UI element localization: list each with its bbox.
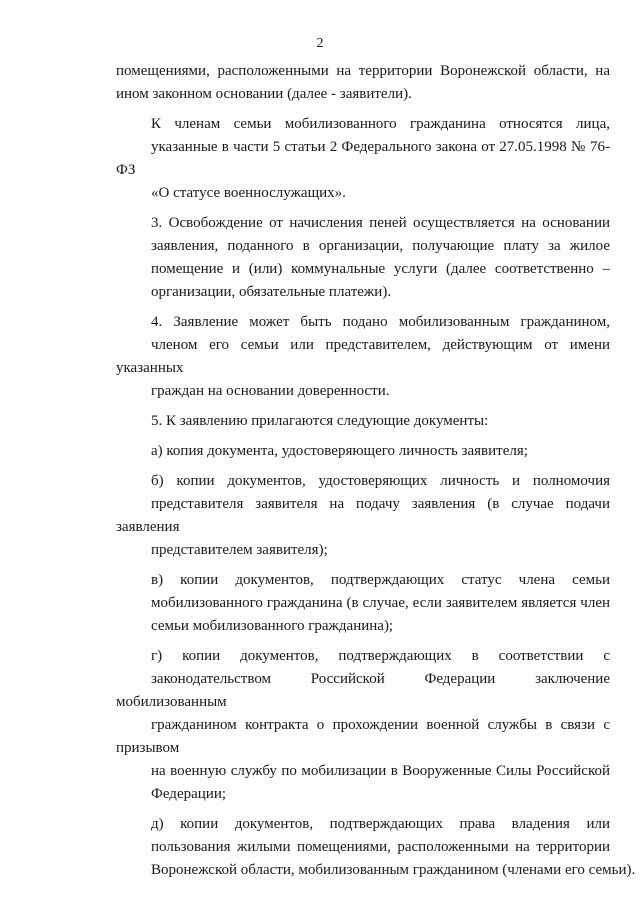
- text-line: заявления, поданного в организации, получающие плату за жилое: [151, 238, 610, 254]
- text-line: д) копии документов, подтверждающих права владения или: [151, 816, 610, 832]
- paragraph: [116, 645, 610, 806]
- text-line: 3. Освобождение от начисления пеней осуществляется на основании: [151, 215, 610, 231]
- text-line: 4. Заявление может быть подано мобилизованным гражданином,: [151, 314, 610, 330]
- page-number: 2: [316, 36, 324, 51]
- paragraph: [116, 410, 610, 433]
- paragraph: [116, 813, 636, 882]
- text-line: помещениями, расположенными на территории Воронежской области, на: [116, 63, 610, 79]
- text-line: граждан на основании доверенности.: [151, 383, 390, 399]
- text-line: членом его семьи или представителем, действующим от имени указанных: [116, 337, 610, 376]
- text-line: ином законном основании (далее - заявители).: [116, 86, 412, 102]
- paragraph: [116, 311, 610, 403]
- text-line: 5. К заявлению прилагаются следующие документы:: [151, 413, 489, 429]
- text-line: на военную службу по мобилизации в Вооруженные Силы Российской: [151, 763, 610, 779]
- paragraph: [116, 440, 610, 463]
- text-line: пользования жилыми помещениями, расположенными на территории: [151, 839, 610, 855]
- text-line: указанные в части 5 статьи 2 Федерального закона от 27.05.1998 № 76-ФЗ: [116, 139, 610, 178]
- text-line: законодательством Российской Федерации заключение мобилизованным: [116, 671, 610, 710]
- paragraph: [116, 470, 610, 562]
- text-line: Федерации;: [151, 786, 227, 802]
- paragraph: [116, 113, 610, 205]
- document-body: [116, 60, 636, 889]
- paragraph: [116, 60, 610, 106]
- text-line: мобилизованного гражданина (в случае, если заявителем является член: [151, 595, 610, 611]
- text-line: «О статусе военнослужащих».: [151, 185, 346, 201]
- text-line: а) копия документа, удостоверяющего личность заявителя;: [151, 443, 528, 459]
- text-line: гражданином контракта о прохождении военной службы в связи с призывом: [116, 717, 610, 756]
- text-line: К членам семьи мобилизованного гражданина относятся лица,: [151, 116, 610, 132]
- text-line: в) копии документов, подтверждающих статус члена семьи: [151, 572, 610, 588]
- text-line: представителем заявителя);: [151, 542, 328, 558]
- text-line: организации, обязательные платежи).: [151, 284, 392, 300]
- text-line: представителя заявителя на подачу заявления (в случае подачи заявления: [116, 496, 610, 535]
- paragraph: [116, 569, 610, 638]
- text-line: г) копии документов, подтверждающих в соответствии с: [151, 648, 610, 664]
- text-line: Воронежской области, мобилизованным гражданином (членами его семьи).: [151, 862, 636, 878]
- text-line: семьи мобилизованного гражданина);: [151, 618, 394, 634]
- text-line: б) копии документов, удостоверяющих личность и полномочия: [151, 473, 610, 489]
- text-line: помещение и (или) коммунальные услуги (далее соответственно –: [151, 261, 610, 277]
- paragraph: [116, 212, 610, 304]
